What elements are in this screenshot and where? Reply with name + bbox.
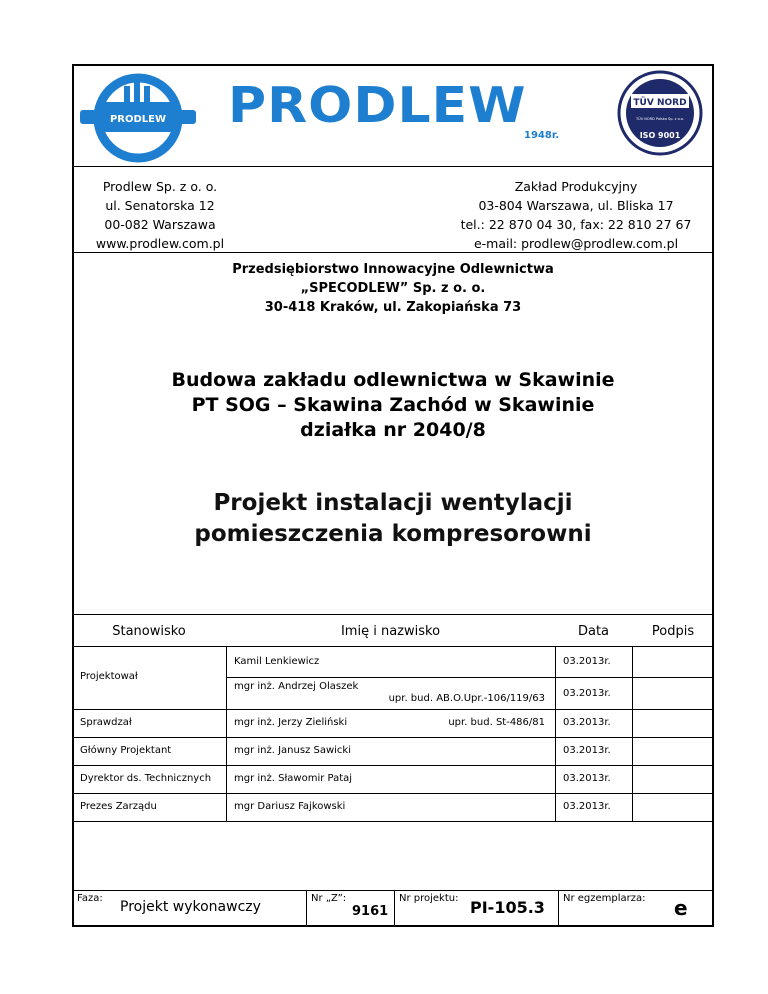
address-right-line: Zakład Produkcyjny: [514, 179, 638, 194]
address-left: [84, 177, 236, 253]
table-row-border: [72, 765, 714, 766]
table-col-border: [226, 646, 227, 821]
client-line: Przedsiębiorstwo Innowacyjne Odlewnictwa: [232, 262, 554, 277]
address-right-line: 03-804 Warszawa, ul. Bliska 17: [478, 198, 674, 213]
row-date: 03.2013r.: [563, 801, 611, 812]
header-signature: Podpis: [651, 624, 695, 639]
table-row-border: [72, 737, 714, 738]
footer-col-border: [306, 890, 307, 927]
project-title: [72, 488, 714, 550]
row-date: 03.2013r.: [563, 745, 611, 756]
founding-year: 1948r.: [524, 130, 560, 141]
address-right: [446, 177, 706, 253]
address-left-line: Prodlew Sp. z o. o.: [102, 179, 218, 194]
row-date: 03.2013r.: [563, 656, 611, 667]
address-right-line: tel.: 22 870 04 30, fax: 22 810 27 67: [460, 217, 692, 232]
copy-number-label: Nr egzemplarza:: [563, 893, 646, 904]
cert-bottom-text: ISO 9001: [639, 131, 681, 140]
cert-top-text: TÜV NORD: [633, 98, 687, 108]
project-number-value: PI-105.3: [470, 898, 545, 917]
client-line: „SPECODLEW” Sp. z o. o.: [300, 281, 486, 296]
prodlew-wordmark: PRODLEW: [228, 77, 527, 135]
project-title-line: Projekt instalacji wentylacji: [213, 490, 573, 516]
row-name: Kamil Lenkiewicz: [234, 656, 320, 667]
investment-line: działka nr 2040/8: [300, 419, 486, 441]
table-row-border: [72, 821, 714, 822]
row-position: Sprawdzał: [80, 717, 132, 728]
footer-col-border: [394, 890, 395, 927]
investment-title: [72, 368, 714, 443]
footer-col-border: [558, 890, 559, 927]
row-position: Prezes Zarządu: [80, 801, 157, 812]
address-left-line: www.prodlew.com.pl: [95, 236, 225, 251]
row-name: mgr Dariusz Fajkowski: [234, 801, 346, 812]
header-name: Imię i nazwisko: [340, 624, 441, 639]
investment-line: Budowa zakładu odlewnictwa w Skawinie: [171, 369, 615, 391]
table-subrow-border: [226, 677, 714, 678]
phase-value: Projekt wykonawczy: [120, 899, 261, 915]
z-number-value: 9161: [352, 904, 389, 919]
header-position: Stanowisko: [112, 624, 186, 639]
row-date: 03.2013r.: [563, 688, 611, 699]
investment-line: PT SOG – Skawina Zachód w Skawinie: [191, 394, 595, 416]
table-col-border: [632, 646, 633, 821]
table-col-border: [555, 646, 556, 821]
cert-mid-text: TÜV NORD Polska Sp. z o.o.: [636, 117, 684, 121]
prodlew-emblem-logo: [76, 70, 200, 164]
row-license: upr. bud. St-486/81: [448, 717, 545, 728]
client-block: [72, 260, 714, 317]
table-header-bottom-border: [72, 646, 714, 647]
divider-header: [72, 166, 714, 167]
header-date: Data: [577, 624, 610, 639]
z-number-label: Nr „Z”:: [311, 893, 347, 904]
project-number-label: Nr projektu:: [399, 893, 459, 904]
address-left-line: ul. Senatorska 12: [105, 198, 215, 213]
address-right-line: e-mail: prodlew@prodlew.com.pl: [473, 236, 679, 251]
table-top-border: [72, 614, 714, 615]
table-row-border: [72, 709, 714, 710]
row-position: Projektował: [80, 671, 138, 682]
row-date: 03.2013r.: [563, 717, 611, 728]
row-license: upr. bud. AB.O.Upr.-106/119/63: [388, 693, 545, 704]
divider-address: [72, 252, 714, 253]
tuv-certificate-logo: [617, 70, 703, 156]
table-row-border: [72, 793, 714, 794]
row-position: Główny Projektant: [80, 745, 172, 756]
copy-number-value: e: [674, 896, 688, 920]
phase-label: Faza:: [77, 893, 103, 904]
row-name: mgr inż. Janusz Sawicki: [234, 745, 351, 756]
address-left-line: 00-082 Warszawa: [104, 217, 216, 232]
row-name: mgr inż. Sławomir Pataj: [234, 773, 353, 784]
row-name: mgr inż. Jerzy Zieliński: [234, 717, 348, 728]
project-title-line: pomieszczenia kompresorowni: [194, 521, 592, 547]
footer-top-border: [72, 890, 714, 891]
emblem-label: PRODLEW: [109, 114, 167, 125]
row-date: 03.2013r.: [563, 773, 611, 784]
row-name: mgr inż. Andrzej Olaszek: [234, 681, 359, 692]
client-line: 30-418 Kraków, ul. Zakopiańska 73: [264, 300, 522, 315]
row-position: Dyrektor ds. Technicznych: [80, 773, 212, 784]
